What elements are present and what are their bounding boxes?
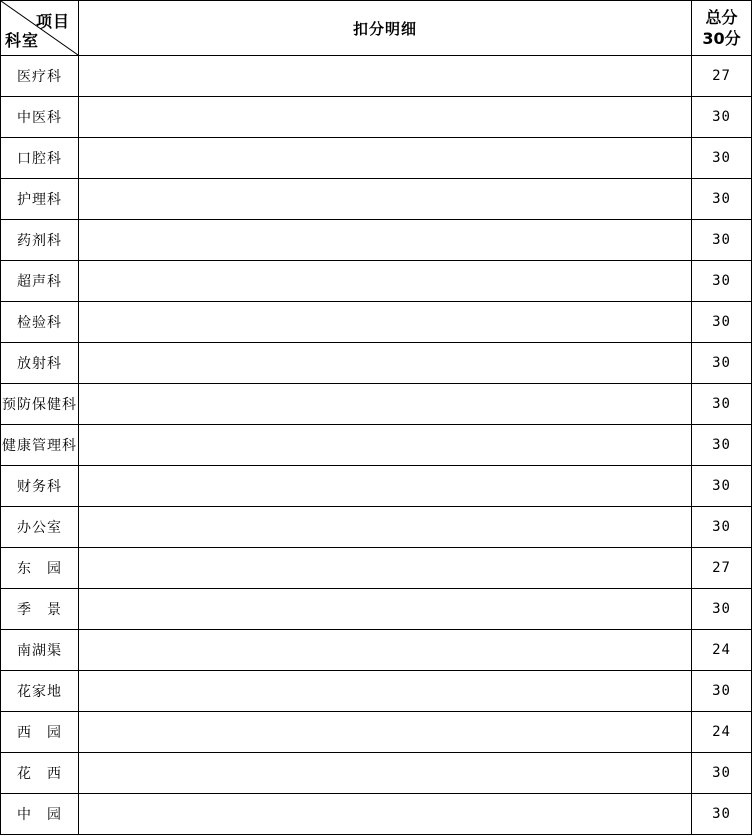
deduction-detail-cell	[79, 671, 692, 712]
deduction-detail-cell	[79, 179, 692, 220]
deduction-detail-cell	[79, 794, 692, 835]
department-cell: 检验科	[1, 302, 79, 343]
table-body	[1, 1, 752, 835]
deduction-detail-cell	[79, 343, 692, 384]
header-row	[1, 1, 752, 56]
score-cell: 30	[692, 671, 752, 712]
score-cell: 30	[692, 220, 752, 261]
department-cell: 口腔科	[1, 138, 79, 179]
deduction-detail-cell	[79, 466, 692, 507]
table-row	[1, 261, 752, 302]
department-cell: 超声科	[1, 261, 79, 302]
department-cell: 财务科	[1, 466, 79, 507]
score-cell: 30	[692, 425, 752, 466]
department-cell: 中医科	[1, 97, 79, 138]
deduction-detail-cell	[79, 507, 692, 548]
table-row	[1, 548, 752, 589]
department-cell: 西 园	[1, 712, 79, 753]
table-row	[1, 97, 752, 138]
deduction-detail-cell	[79, 630, 692, 671]
score-cell: 24	[692, 630, 752, 671]
department-cell: 东 园	[1, 548, 79, 589]
header-department-label: 科室	[5, 31, 40, 50]
header-deduction-details: 扣分明细	[79, 1, 692, 56]
department-cell: 药剂科	[1, 220, 79, 261]
diagonal-header-cell	[1, 1, 79, 56]
header-total-score-line2: 30分	[702, 29, 741, 48]
table-row	[1, 589, 752, 630]
header-total-score	[692, 1, 752, 56]
score-cell: 24	[692, 712, 752, 753]
table-row	[1, 507, 752, 548]
score-cell: 30	[692, 261, 752, 302]
department-cell: 办公室	[1, 507, 79, 548]
table-row	[1, 384, 752, 425]
score-cell: 27	[692, 56, 752, 97]
deduction-detail-cell	[79, 753, 692, 794]
table-row	[1, 466, 752, 507]
department-cell: 花 西	[1, 753, 79, 794]
table-row	[1, 753, 752, 794]
department-cell: 花家地	[1, 671, 79, 712]
score-cell: 30	[692, 794, 752, 835]
score-cell: 30	[692, 302, 752, 343]
deduction-detail-cell	[79, 138, 692, 179]
deduction-detail-cell	[79, 589, 692, 630]
table-row	[1, 712, 752, 753]
deduction-detail-cell	[79, 712, 692, 753]
deduction-detail-cell	[79, 425, 692, 466]
header-item-label: 项目	[35, 12, 70, 31]
score-cell: 30	[692, 753, 752, 794]
table-row	[1, 179, 752, 220]
score-cell: 30	[692, 466, 752, 507]
department-cell: 南湖渠	[1, 630, 79, 671]
department-cell: 医疗科	[1, 56, 79, 97]
deduction-detail-cell	[79, 56, 692, 97]
department-cell: 放射科	[1, 343, 79, 384]
score-cell: 30	[692, 384, 752, 425]
deduction-detail-cell	[79, 220, 692, 261]
table-row	[1, 56, 752, 97]
table-row	[1, 302, 752, 343]
table-row	[1, 671, 752, 712]
score-cell: 30	[692, 589, 752, 630]
department-cell: 季 景	[1, 589, 79, 630]
header-total-score-line1: 总分	[705, 8, 738, 27]
table-row	[1, 425, 752, 466]
deduction-detail-cell	[79, 97, 692, 138]
score-cell: 30	[692, 97, 752, 138]
deduction-detail-cell	[79, 384, 692, 425]
deduction-detail-cell	[79, 302, 692, 343]
department-cell: 健康管理科	[1, 425, 79, 466]
table-row	[1, 630, 752, 671]
deduction-detail-cell	[79, 261, 692, 302]
table-row	[1, 794, 752, 835]
score-cell: 30	[692, 507, 752, 548]
deduction-detail-cell	[79, 548, 692, 589]
table-row	[1, 343, 752, 384]
score-cell: 30	[692, 179, 752, 220]
score-cell: 27	[692, 548, 752, 589]
table-row	[1, 138, 752, 179]
department-cell: 预防保健科	[1, 384, 79, 425]
table-row	[1, 220, 752, 261]
score-cell: 30	[692, 343, 752, 384]
score-cell: 30	[692, 138, 752, 179]
department-cell: 护理科	[1, 179, 79, 220]
department-cell: 中 园	[1, 794, 79, 835]
